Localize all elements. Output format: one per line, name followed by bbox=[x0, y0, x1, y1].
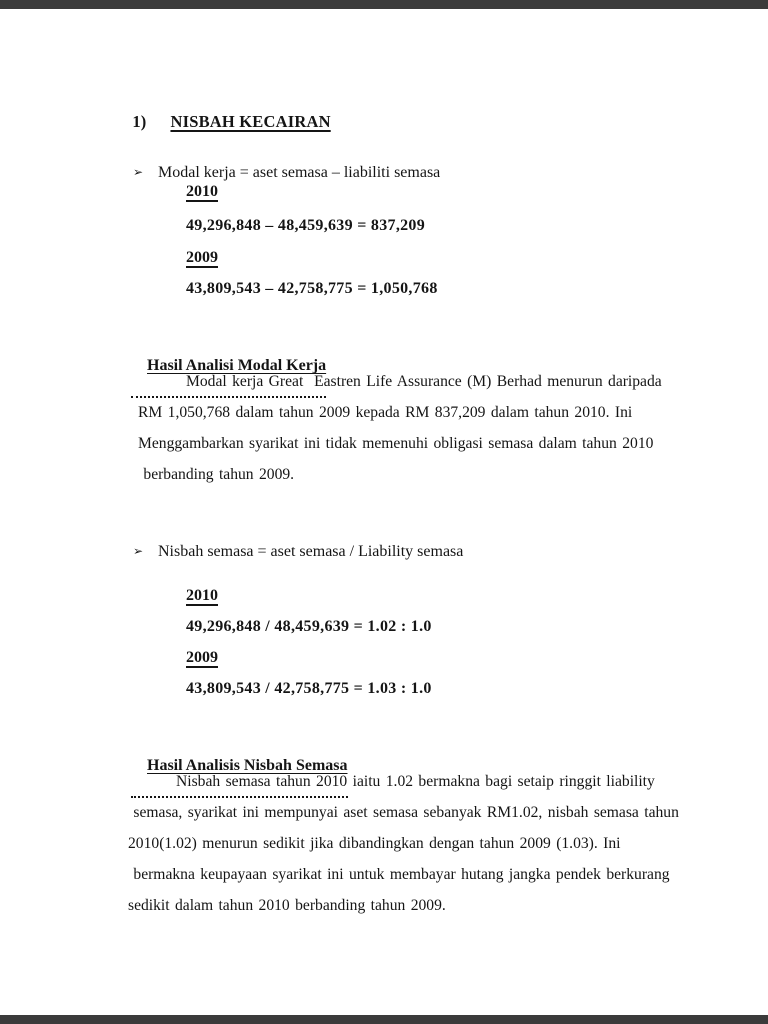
paragraph-line: Menggambarkan syarikat ini tidak memenuhi obligasi semasa dalam tahun 2010 bbox=[138, 435, 654, 452]
year-label-2009: 2009 bbox=[186, 249, 218, 266]
working-capital-formula-row bbox=[117, 146, 440, 200]
current-ratio-calc-2009: 43,809,543 / 42,758,775 = 1.03 : 1.0 bbox=[186, 680, 432, 697]
page-top-border bbox=[0, 0, 768, 9]
paragraph-line: Modal kerja Great Eastren Life Assurance (M) Berhad menurun daripada bbox=[186, 373, 662, 390]
current-ratio-formula-row bbox=[117, 525, 463, 579]
paragraph-line: bermakna keupayaan syarikat ini untuk membayar hutang jangka pendek berkurang bbox=[128, 866, 670, 883]
working-capital-formula: Modal kerja = aset semasa – liabiliti semasa bbox=[158, 164, 441, 181]
paragraph-line: 2010(1.02) menurun sedikit jika dibandingkan dengan tahun 2009 (1.03). Ini bbox=[128, 835, 621, 852]
paragraph-line: berbanding tahun 2009. bbox=[138, 466, 295, 483]
arrow-bullet-icon: ➢ bbox=[133, 544, 144, 558]
arrow-bullet-icon: ➢ bbox=[133, 165, 144, 179]
working-capital-analysis-heading-text: Hasil Analisi Modal Kerja bbox=[147, 357, 327, 374]
section-heading bbox=[115, 92, 331, 152]
working-capital-analysis-paragraph bbox=[138, 372, 662, 496]
working-capital-calc-2010: 49,296,848 – 48,459,639 = 837,209 bbox=[186, 217, 426, 234]
page-bottom-border bbox=[0, 1015, 768, 1024]
list-number: 1) bbox=[132, 112, 147, 131]
working-capital-calc-2009: 43,809,543 – 42,758,775 = 1,050,768 bbox=[186, 280, 438, 297]
year-label-2010: 2010 bbox=[186, 183, 218, 200]
paragraph-line: sedikit dalam tahun 2010 berbanding tahun 2009. bbox=[128, 897, 446, 914]
current-ratio-calc-2010: 49,296,848 / 48,459,639 = 1.02 : 1.0 bbox=[186, 618, 432, 635]
paragraph-line: RM 1,050,768 dalam tahun 2009 kepada RM 837,209 dalam tahun 2010. Ini bbox=[138, 404, 633, 421]
paragraph-line: semasa, syarikat ini mempunyai aset semasa sebanyak RM1.02, nisbah semasa tahun bbox=[128, 804, 679, 821]
current-ratio-formula: Nisbah semasa = aset semasa / Liability semasa bbox=[158, 543, 464, 560]
section-heading-text: NISBAH KECAIRAN bbox=[170, 112, 331, 131]
year-label-2009: 2009 bbox=[186, 649, 218, 666]
current-ratio-analysis-paragraph bbox=[128, 772, 679, 927]
year-label-2010: 2010 bbox=[186, 587, 218, 604]
paragraph-line: Nisbah semasa tahun 2010 iaitu 1.02 bermakna bagi setaip ringgit liability bbox=[176, 773, 655, 790]
current-ratio-analysis-heading-text: Hasil Analisis Nisbah Semasa bbox=[147, 757, 348, 774]
